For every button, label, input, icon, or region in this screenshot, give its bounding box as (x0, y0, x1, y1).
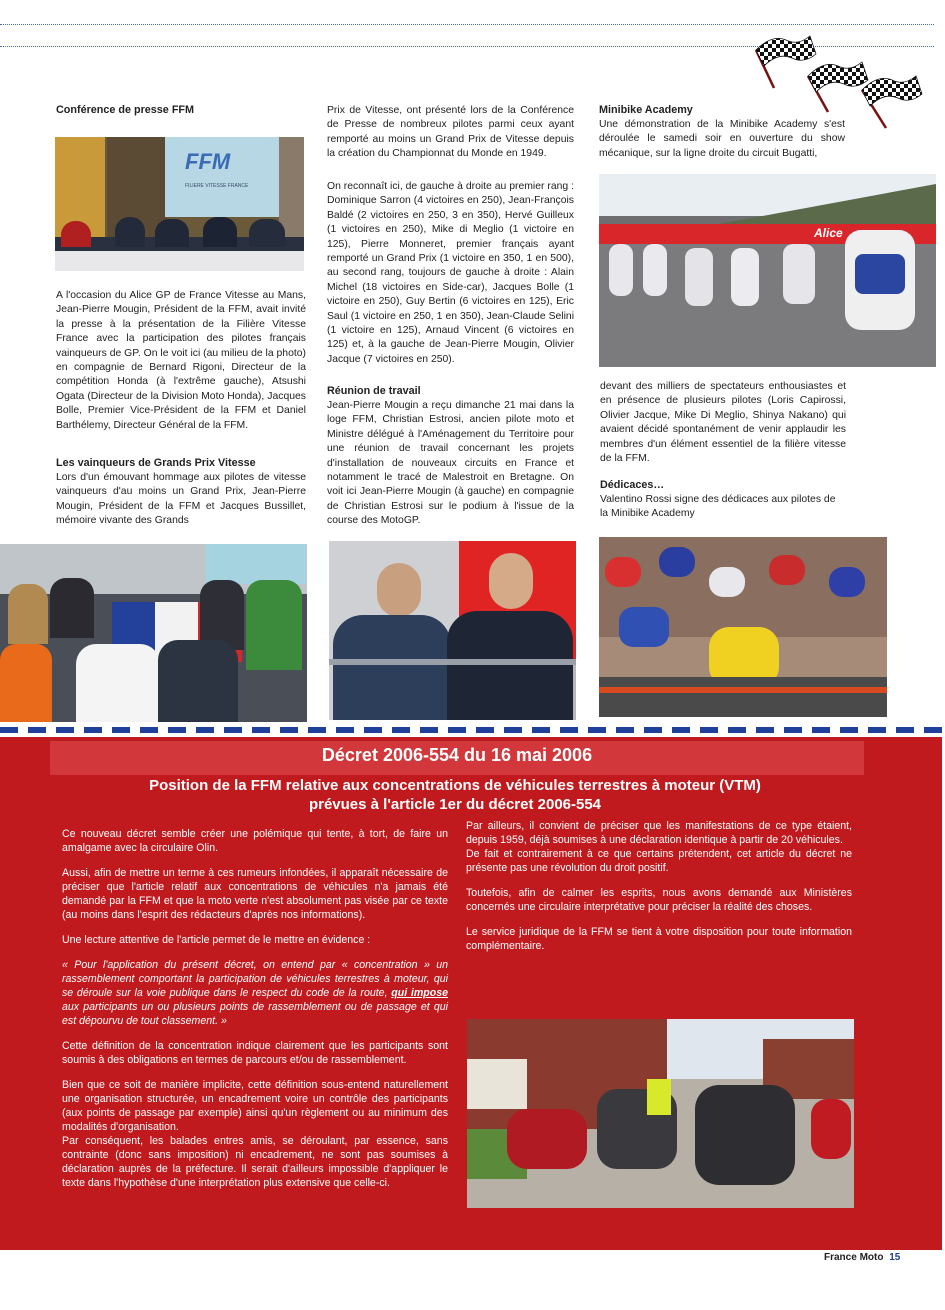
minibike-body-cont: devant des milliers de spectateurs enthousiastes et en présence de plusieurs pilotes (Loris Capirossi, Olivier Jacque, Mike Di Meglio, Shinya Nakano) qui avaient décidé spontanément de venir applaudir les membres d'un élément essentiel de la filière vitesse de la FFM. (600, 381, 846, 465)
dedicaces-photo (599, 537, 887, 717)
decret-r3: Toutefois, afin de calmer les esprits, nous avons demandé aux Ministères concernés une circulaire interprétative pour préciser la réalité des choses. (466, 887, 852, 913)
winners-body: Lors d'un émouvant hommage aux pilotes de vitesse vainqueurs d'au moins un Grand Prix, Jean-Pierre Mougin, Président de la FFM et Jacques Bussillet, mémoire vivante des Grands (56, 472, 306, 527)
dedicaces-heading: Dédicaces… (600, 479, 665, 491)
footer (824, 1252, 900, 1263)
quote-part-a: « Pour l'application du présent décret, on entend par « concentration » un rassemblement comportant la participation de véhicules terrestres à moteur, qui se déroule sur la voie publique dans le respect du code de la route, (62, 959, 448, 999)
decret-right-column (466, 819, 852, 964)
decret-p6: Par conséquent, les balades entres amis, se déroulant, par essence, sans contrainte (donc sans imposition) ni encadrement, ne sont pas soumises à déclaration auprès de la préfecture. Il serait d'ailleurs impossible d'appliquer le texte dans l'hypothèse d'une interprétation plus extensive que celle-ci. (62, 1135, 448, 1189)
minibike-heading: Minibike Academy (599, 104, 693, 116)
decret-p2: Aussi, afin de mettre un terme à ces rumeurs infondées, il apparaît nécessaire de préciser que l'article relatif aux concentrations de véhicules n'a jamais été demandé par la FFM et que la moto verte n'est absolument pas visée par ce texte (au moins dans l'esprit des rédacteurs d'après nos informations). (62, 867, 448, 921)
conference-body: A l'occasion du Alice GP de France Vitesse au Mans, Jean-Pierre Mougin, Président de la FFM, avait invité la presse à la présentation de la Filière Vitesse France avec la participation des pilotes français vainqueurs de GP. On le voit ici (au milieu de la photo) en compagnie de Bernard Rigoni, Directeur de la compétition Honda (à l'extrême gauche), Atsushi Ogata (Directeur de la Division Moto Honda), Jacques Bolle, Premier Vice-Président de la FFM et Daniel Barthélemy, Directeur Général de la FFM. (56, 290, 306, 431)
projection-screen (165, 137, 279, 217)
decret-r4: Le service juridique de la FFM se tient à votre disposition pour toute information complémentaire. (466, 926, 852, 952)
page-number: 15 (889, 1252, 901, 1263)
decret-r2: De fait et contrairement à ce que certains prétendent, cet article du décret ne présente pas une révolution du droit positif. (466, 848, 852, 874)
magazine-name: France Moto (824, 1252, 884, 1263)
meeting-heading: Réunion de travail (327, 385, 421, 397)
conference-photo (55, 137, 304, 271)
decret-p3: Une lecture attentive de l'article permet de le mettre en évidence : (62, 934, 371, 946)
winners-heading: Les vainqueurs de Grands Prix Vitesse (56, 457, 256, 469)
top-rule (0, 24, 934, 25)
quote-emphasis: qui impose (391, 987, 449, 999)
decret-quote (62, 958, 448, 1028)
decret-left-column (62, 827, 448, 1201)
decret-r1: Par ailleurs, il convient de préciser que les manifestations de ce type étaient, depuis 1959, déjà soumises à une déclaration identique à partir de 20 véhicules. (466, 820, 852, 846)
decret-p5: Bien que ce soit de manière implicite, cette définition sous-entend naturellement une organisation structurée, un encadrement voire un contrôle des participants (aux points de passage par exemple) ainsi qu'un règlement ou au minimum des modalités d'organisation. (62, 1079, 448, 1133)
alice-banner: Alice (814, 226, 843, 240)
conference-section (56, 104, 306, 118)
decret-subtitle-1: Position de la FFM relative aux concentrations de véhicules terrestres à moteur (VTM) (149, 777, 761, 794)
winners-photo (0, 544, 307, 722)
dedicaces-body: Valentino Rossi signe des dédicaces aux pilotes de la Minibike Academy (600, 494, 836, 520)
meeting-photo (329, 541, 576, 720)
minibike-photo (599, 174, 936, 367)
conference-heading: Conférence de presse FFM (56, 104, 194, 116)
winners-body-cont: Prix de Vitesse, ont présenté lors de la Conférence de Presse de nombreux pilotes parmi ceux ayant remporté au moins un Grand Prix de Vitesse depuis la création du Championnat du Monde en 1949. (327, 105, 574, 160)
decret-p4: Cette définition de la concentration indique clairement que les participants sont soumis à des obligations en termes de parcours et/ou de rassemblement. (62, 1040, 448, 1066)
ffm-screen-logo: FFM (185, 149, 231, 174)
decret-box (0, 737, 942, 1250)
decret-subtitle-2: prévues à l'article 1er du décret 2006-554 (308, 796, 602, 813)
decret-p1: Ce nouveau décret semble créer une polémique qui tente, à tort, de faire un amalgame avec la circulaire Olin. (62, 828, 448, 854)
section-divider (0, 727, 942, 733)
quote-part-b: aux participants un ou plusieurs points de rassemblement ou de passage et qui est dépourvu de tout classement. » (62, 1001, 448, 1027)
decret-title: Décret 2006-554 du 16 mai 2006 (321, 745, 593, 765)
minibike-body: Une démonstration de la Minibike Academy s'est déroulée le samedi soir en ouverture du show mécanique, sur la ligne droite du circuit Bugatti, (599, 119, 845, 159)
meeting-body: Jean-Pierre Mougin a reçu dimanche 21 mai dans la loge FFM, Christian Estrosi, ancien pilote moto et Ministre délégué à l'Aménagement du Territoire pour une réunion de travail concernant les projets d'installation de nouveaux circuits en France et notamment le tracé de Malestroit en Bretagne. On voit ici Jean-Pierre Mougin (à gauche) en compagnie de Christian Estrosi sur le podium à l'issue de la course des MotoGP. (327, 400, 574, 527)
motorcycles-photo (467, 1019, 854, 1208)
winners-list: On reconnaît ici, de gauche à droite au premier rang : Dominique Sarron (4 victoires en 250), Jean-François Baldé (2 victoires en 250, 3 en 350), Hervé Guilleux (1 victoires en 250), Mike di Meglio (1 victoire en 125), Pierre Monneret, premier français ayant remporté un Grand Prix (1 victoire en 350, 1 en 500), au second rang, toujours de gauche à droite : Alain Michel (18 victoires en Side-car), Jacques Bolle (1 victoire en 250), Guy Bertin (6 victoires en 125), Eric Saul (1 victoire en 250, 1 en 350), Jean-Claude Selini (1 victoire en 125), Arnaud Vincent (6 victoires en 125) et, à la gauche de Jean-Pierre Mougin, Olivier Jacque (7 victoires en 250). (327, 181, 574, 365)
screen-caption: FILIERE VITESSE FRANCE (185, 183, 249, 189)
